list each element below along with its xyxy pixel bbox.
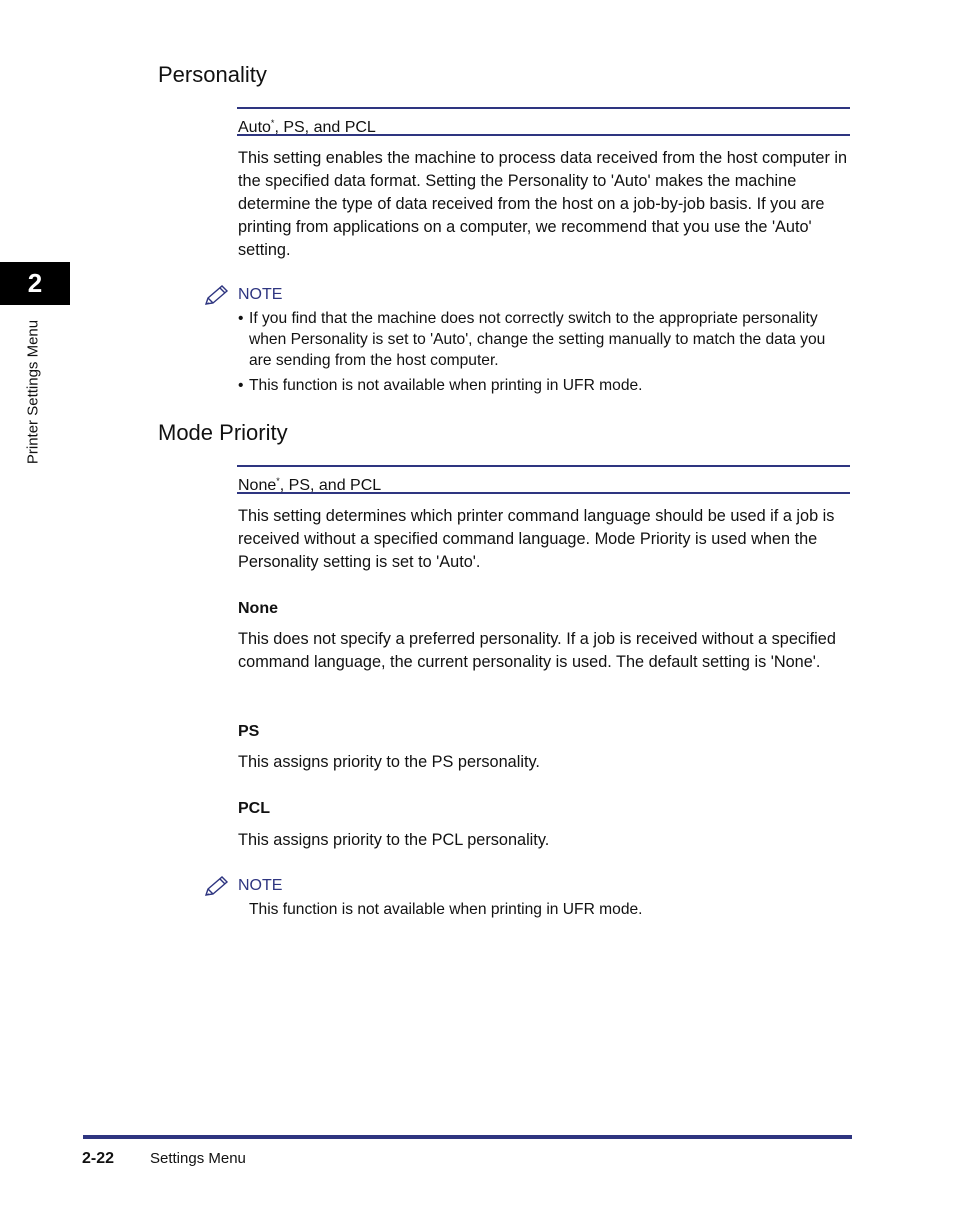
note-label: NOTE bbox=[238, 877, 283, 894]
note-label: NOTE bbox=[238, 286, 283, 303]
personality-description: This setting enables the machine to process data received from the host computer in the specified data format. Setting the Personality to 'Auto' makes the machine determine the type of data received from the host on a job-by-job basis. If you are printing from applications on a computer, we recommend that you use the 'Auto' setting. bbox=[238, 149, 848, 259]
note-item: • This function is not available when printing in UFR mode. bbox=[238, 377, 643, 394]
note-item-text: This function is not available when printing in UFR mode. bbox=[249, 377, 643, 394]
settings-default: Auto bbox=[238, 119, 271, 136]
option-text-ps: This assigns priority to the PS personality. bbox=[238, 753, 540, 771]
settings-rest: , PS, and PCL bbox=[279, 477, 382, 494]
note-item: • If you find that the machine does not correctly switch to the appropriate personality when Personality is set to 'Auto', change the setting manually to match the data you are sending from the host computer. bbox=[238, 310, 826, 369]
page-number: 2-22 bbox=[82, 1150, 115, 1167]
option-text-none: This does not specify a preferred personality. If a job is received without a specified command language, the current personality is used. The default setting is 'None'. bbox=[238, 630, 836, 671]
settings-default: None bbox=[238, 477, 277, 494]
settings-rest: , PS, and PCL bbox=[274, 119, 376, 136]
default-mark: * bbox=[270, 118, 275, 128]
note-item-text: If you find that the machine does not correctly switch to the appropriate personality when Personality is set to 'Auto', change the setting manually to match the data you are sending from the host computer. bbox=[249, 310, 826, 369]
pencil-icon bbox=[204, 284, 232, 306]
note-list bbox=[238, 308, 852, 400]
option-heading-none: None bbox=[238, 600, 278, 617]
pencil-icon bbox=[204, 875, 232, 897]
default-mark: * bbox=[276, 476, 280, 486]
option-heading-ps: PS bbox=[238, 723, 260, 740]
note-text: This function is not available when printing in UFR mode. bbox=[249, 901, 643, 918]
footer-title: Settings Menu bbox=[150, 1150, 246, 1167]
option-heading-pcl: PCL bbox=[238, 800, 270, 817]
section-heading-mode-priority: Mode Priority bbox=[158, 420, 288, 445]
personality-settings-box bbox=[237, 107, 850, 136]
section-heading-personality: Personality bbox=[158, 62, 267, 87]
chapter-tab: 2 bbox=[0, 262, 70, 305]
mode-priority-description: This setting determines which printer command language should be used if a job is received without a specified command language. Mode Priority is used when the Personality setting is set to 'Auto'. bbox=[238, 507, 835, 571]
footer-rule bbox=[83, 1135, 852, 1139]
option-text-pcl: This assigns priority to the PCL personality. bbox=[238, 831, 550, 849]
chapter-title: Printer Settings Menu bbox=[24, 319, 42, 465]
mode-priority-settings-box bbox=[237, 465, 850, 494]
